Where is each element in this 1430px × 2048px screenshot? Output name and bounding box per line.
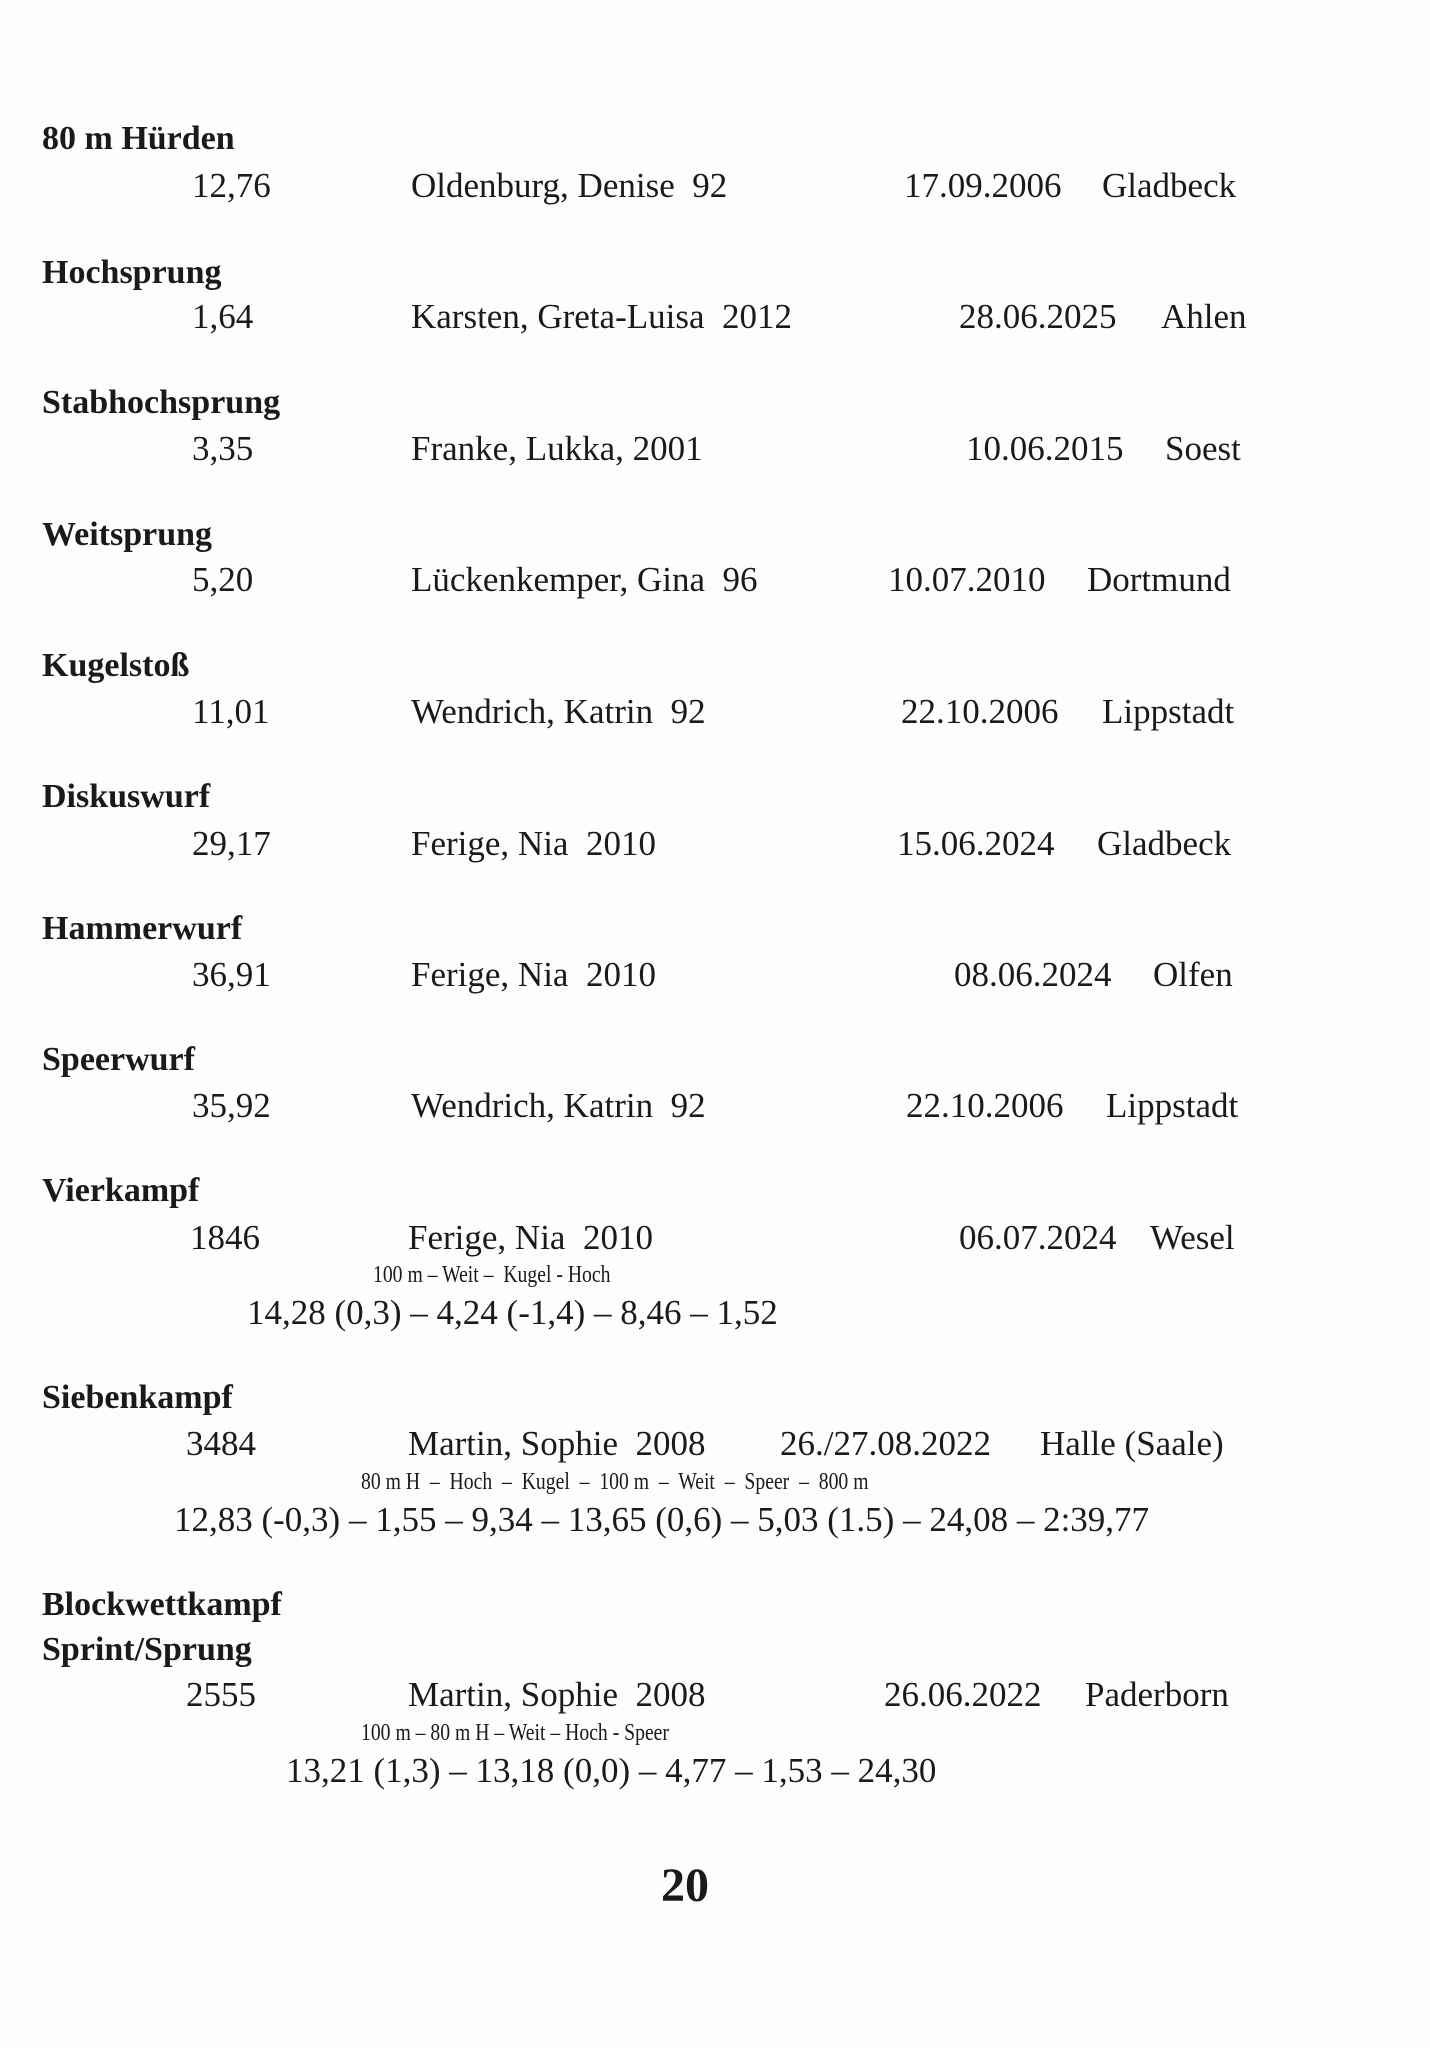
record-venue: Dortmund <box>1087 560 1231 599</box>
athlete-name: Wendrich, Katrin 92 <box>411 692 706 731</box>
athlete-name: Oldenburg, Denise 92 <box>411 166 728 205</box>
record-value: 3,35 <box>192 429 254 468</box>
discipline-results: 13,21 (1,3) – 13,18 (0,0) – 4,77 – 1,53 – 24,30 <box>286 1751 937 1790</box>
record-date: 15.06.2024 <box>897 824 1055 863</box>
record-venue: Paderborn <box>1085 1675 1229 1714</box>
record-date: 10.07.2010 <box>888 560 1046 599</box>
athlete-name: Ferige, Nia 2010 <box>411 824 656 863</box>
record-value: 11,01 <box>192 692 270 731</box>
athlete-name: Martin, Sophie 2008 <box>408 1424 706 1463</box>
record-date: 17.09.2006 <box>904 166 1062 205</box>
record-value: 36,91 <box>192 955 271 994</box>
athlete-name: Ferige, Nia 2010 <box>408 1218 653 1257</box>
record-value: 29,17 <box>192 824 271 863</box>
discipline-results: 14,28 (0,3) – 4,24 (-1,4) – 8,46 – 1,52 <box>247 1293 778 1332</box>
athlete-name: Franke, Lukka, 2001 <box>411 429 703 468</box>
record-value: 2555 <box>186 1675 256 1714</box>
record-date: 26./27.08.2022 <box>780 1424 991 1463</box>
record-value: 1,64 <box>192 297 254 336</box>
record-date: 28.06.2025 <box>959 297 1117 336</box>
event-heading: Stabhochsprung <box>42 384 281 421</box>
record-value: 3484 <box>186 1424 256 1463</box>
record-venue: Wesel <box>1150 1218 1235 1257</box>
record-value: 1846 <box>190 1218 260 1257</box>
athlete-name: Ferige, Nia 2010 <box>411 955 656 994</box>
event-heading: Siebenkampf <box>42 1379 233 1416</box>
record-value: 5,20 <box>192 560 254 599</box>
event-heading: Weitsprung <box>42 516 213 553</box>
record-venue: Lippstadt <box>1106 1086 1239 1125</box>
record-venue: Soest <box>1165 429 1241 468</box>
record-venue: Ahlen <box>1161 297 1247 336</box>
discipline-list: 80 m H – Hoch – Kugel – 100 m – Weit – Speer – 800 m <box>361 1469 869 1495</box>
discipline-list: 100 m – Weit – Kugel - Hoch <box>373 1262 611 1288</box>
athlete-name: Lückenkemper, Gina 96 <box>411 560 758 599</box>
record-venue: Halle (Saale) <box>1040 1424 1224 1463</box>
record-value: 12,76 <box>192 166 271 205</box>
record-date: 08.06.2024 <box>954 955 1112 994</box>
discipline-results: 12,83 (-0,3) – 1,55 – 9,34 – 13,65 (0,6) – 5,03 (1.5) – 24,08 – 2:39,77 <box>174 1500 1150 1539</box>
record-date: 22.10.2006 <box>906 1086 1064 1125</box>
event-heading: Vierkampf <box>42 1172 200 1209</box>
event-heading: Diskuswurf <box>42 778 211 815</box>
record-venue: Olfen <box>1153 955 1233 994</box>
event-heading: Sprint/Sprung <box>42 1631 252 1668</box>
record-date: 26.06.2022 <box>884 1675 1042 1714</box>
event-heading: Hammerwurf <box>42 910 243 947</box>
record-venue: Gladbeck <box>1102 166 1237 205</box>
record-date: 06.07.2024 <box>959 1218 1117 1257</box>
page-number: 20 <box>661 1859 709 1912</box>
record-venue: Lippstadt <box>1102 692 1235 731</box>
event-heading: 80 m Hürden <box>42 120 235 157</box>
athlete-name: Wendrich, Katrin 92 <box>411 1086 706 1125</box>
record-venue: Gladbeck <box>1097 824 1232 863</box>
athlete-name: Martin, Sophie 2008 <box>408 1675 706 1714</box>
event-heading: Hochsprung <box>42 254 222 291</box>
event-heading: Speerwurf <box>42 1041 195 1078</box>
record-date: 22.10.2006 <box>901 692 1059 731</box>
record-date: 10.06.2015 <box>966 429 1124 468</box>
event-heading: Blockwettkampf <box>42 1586 282 1623</box>
discipline-list: 100 m – 80 m H – Weit – Hoch - Speer <box>361 1720 669 1746</box>
event-heading: Kugelstoß <box>42 647 190 684</box>
record-value: 35,92 <box>192 1086 271 1125</box>
athlete-name: Karsten, Greta-Luisa 2012 <box>411 297 792 336</box>
